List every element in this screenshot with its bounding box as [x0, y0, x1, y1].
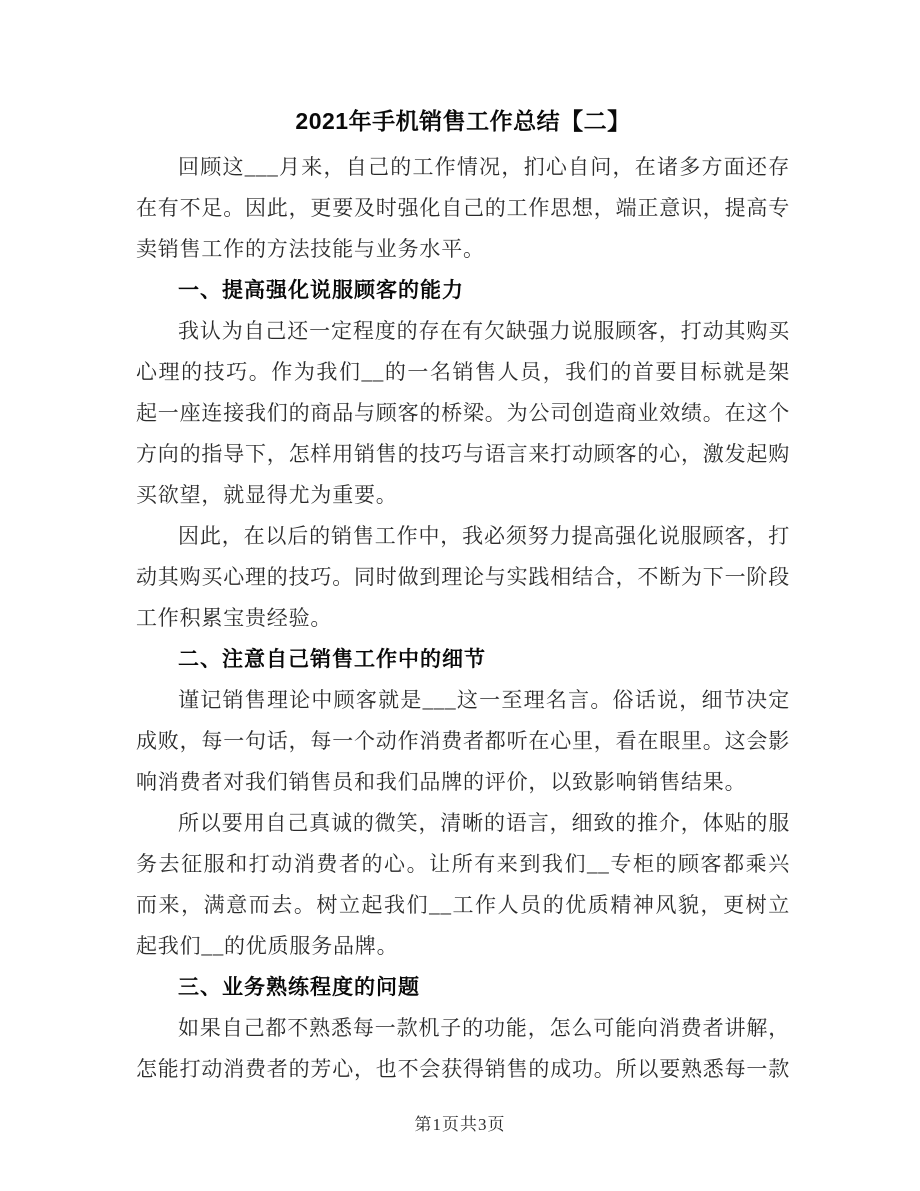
intro-paragraph: 回顾这___月来，自己的工作情况，扪心自问，在诸多方面还存在有不足。因此，更要及时强化自己的工作思想，端正意识，提高专卖销售工作的方法技能与业务水平。 — [136, 155, 790, 261]
section-heading-3: 三、业务熟练程度的问题 — [178, 976, 420, 999]
section2-paragraph-2: 所以要用自己真诚的微笑，清晰的语言，细致的推介，体贴的服务去征服和打动消费者的心。让所有来到我们__专柜的顾客都乘兴而来，满意而去。树立起我们__工作人员的优质精神风貌，更树立起我们__的优质服务品牌。 — [136, 811, 790, 958]
section3-paragraph-1: 如果自己都不熟悉每一款机子的功能，怎么可能向消费者讲解，怎能打动消费者的芳心，也不会获得销售的成功。所以要熟悉每一款 — [136, 1016, 790, 1081]
section-heading-2: 二、注意自己销售工作中的细节 — [178, 648, 486, 671]
section1-paragraph-1: 我认为自己还一定程度的存在有欠缺强力说服顾客，打动其购买心理的技巧。作为我们__的一名销售人员，我们的首要目标就是架起一座连接我们的商品与顾客的桥梁。为公司创造商业效绩。在这个方向的指导下，怎样用销售的技巧与语言来打动顾客的心，激发起购买欲望，就显得尤为重要。 — [136, 319, 790, 507]
section2-paragraph-1: 谨记销售理论中顾客就是___这一至理名言。俗话说，细节决定成败，每一句话，每一个动作消费者都听在心里，看在眼里。这会影响消费者对我们销售员和我们品牌的评价，以致影响销售结果。 — [136, 688, 790, 794]
page-number-indicator: 第1页共3页 — [414, 1115, 506, 1134]
section-heading-1: 一、提高强化说服顾客的能力 — [178, 279, 464, 302]
document-title: 2021年手机销售工作总结【二】 — [295, 108, 631, 134]
document-body — [136, 101, 790, 1090]
section1-paragraph-2: 因此，在以后的销售工作中，我必须努力提高强化说服顾客，打动其购买心理的技巧。同时做到理论与实践相结合，不断为下一阶段工作积累宝贵经验。 — [136, 524, 790, 630]
